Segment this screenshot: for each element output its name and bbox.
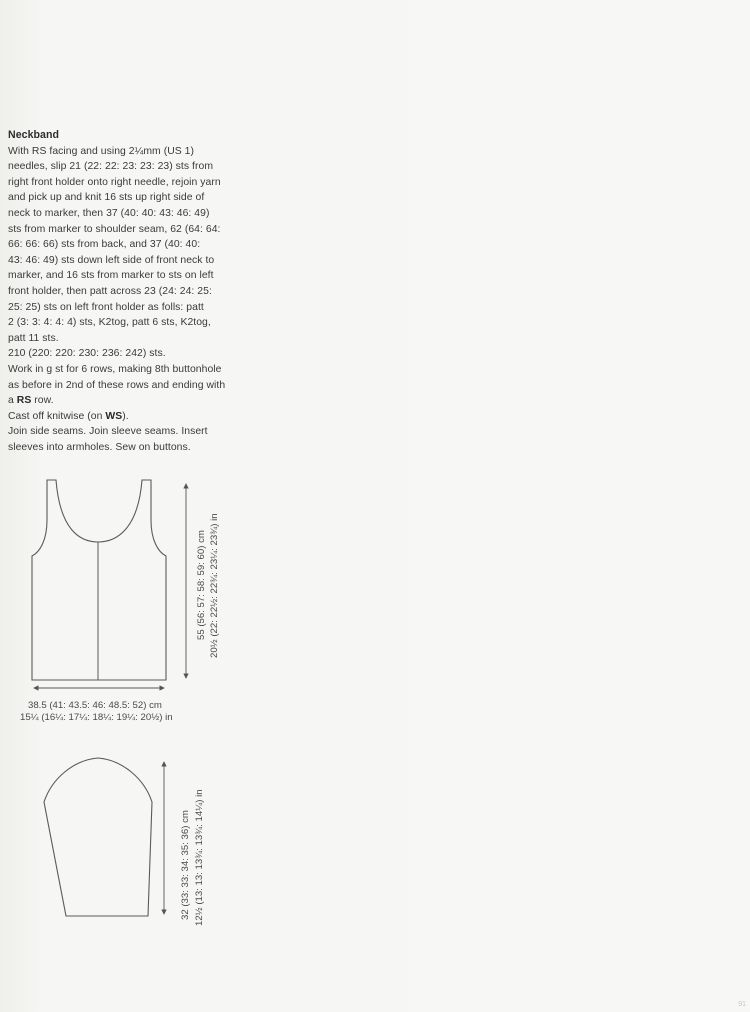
instruction-line: patt 11 sts. [8,332,59,344]
sleeve-schematic [44,758,205,926]
instruction-line: Work in g st for 6 rows, making 8th buttonhole [8,363,222,375]
text-fragment: Cast off knitwise (on [8,410,106,422]
sleeve-length-in: 12½ (13: 13: 13¾: 13¾: 14¼) in [194,789,205,926]
body-outline [32,480,166,680]
instruction-line: needles, slip 21 (22: 22: 23: 23: 23) sts from [8,161,214,173]
instruction-line: marker, and 16 sts from marker to sts on left [8,270,214,282]
instruction-line: right front holder onto right needle, rejoin yarn [8,176,221,188]
instruction-line: Join side seams. Join sleeve seams. Insert [8,426,208,438]
body-width-cm: 38.5 (41: 43.5: 46: 48.5: 52) cm [28,700,162,711]
body-width-in: 15¼ (16¼: 17¼: 18¼: 19¼: 20½) in [20,712,173,723]
instruction-line: sleeves into armholes. Sew on buttons. [8,441,191,453]
section-heading: Neckband [8,129,60,141]
instruction-line: 25: 25) sts on left front holder as folls: patt [8,301,204,313]
body-length-in: 20½ (22: 22½: 22¾: 23¼: 23¾) in [209,513,220,658]
page-number: 91 [738,1001,746,1008]
sleeve-outline [44,758,152,916]
instruction-line: 2 (3: 3: 4: 4: 4) sts, K2tog, patt 6 sts, K2tog, [8,317,211,329]
rs-abbreviation: RS [16,395,32,407]
instruction-line: With RS facing and using 2¼mm (US 1) [8,145,195,157]
text-fragment: a [8,395,17,407]
body-schematic [20,480,220,723]
instruction-line: 43: 46: 49) sts down left side of front neck to [8,254,215,266]
instruction-line: 66: 66: 66) sts from back, and 37 (40: 40: [8,239,201,251]
sleeve-length-cm: 32 (33: 33: 34: 35: 36) cm [180,810,191,920]
body-length-cm: 55 (56: 57: 58: 59: 60) cm [196,530,207,640]
text-fragment: ). [122,410,129,422]
stitch-count-line: 210 (220: 220: 230: 236: 242) sts. [8,348,166,360]
text-fragment: row. [31,395,54,407]
instruction-line: sts from marker to shoulder seam, 62 (64: 64: [8,223,221,235]
instruction-line: and pick up and knit 16 sts up right side of [8,192,205,204]
instruction-line: neck to marker, then 37 (40: 40: 43: 46: 49) [8,207,210,219]
instruction-line: as before in 2nd of these rows and ending with [8,379,226,391]
ws-abbreviation: WS [105,410,123,422]
instruction-line: front holder, then patt across 23 (24: 24: 25: [8,285,212,297]
